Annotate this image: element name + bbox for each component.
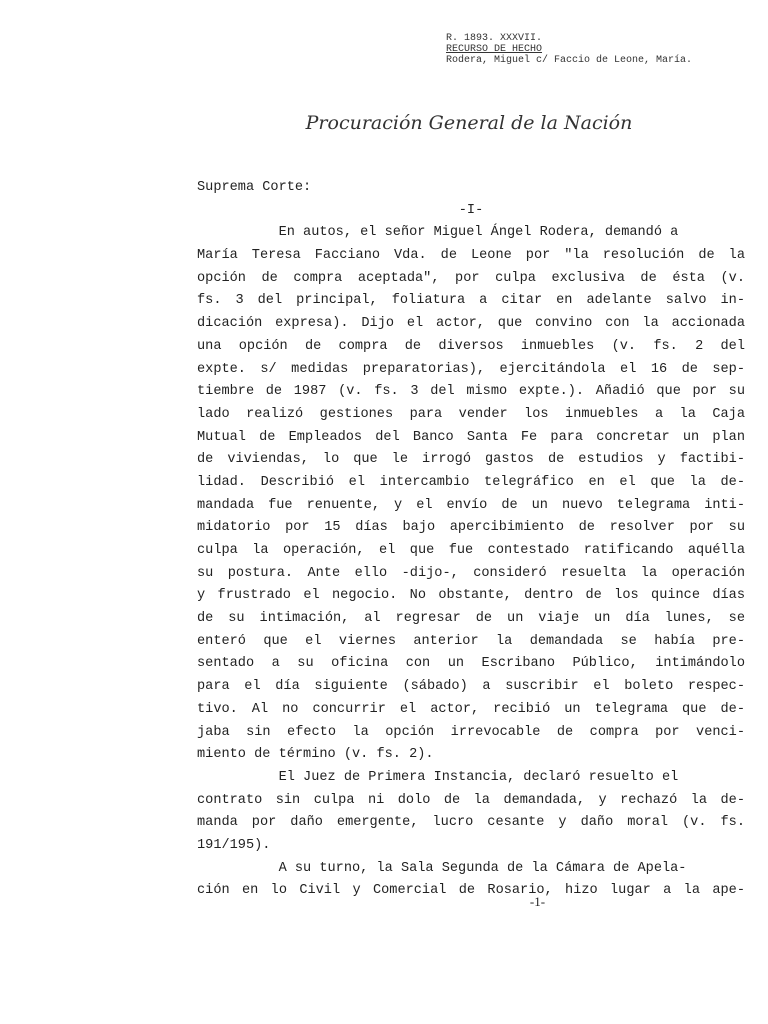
body-line: manda por daño emergente, lucro cesante y daño moral (v. fs. [197,815,745,831]
body-line: jaba sin efecto la opción irrevocable de compra por venci- [197,724,745,740]
salutation: Suprema Corte: [197,180,312,195]
body-line: En autos, el señor Miguel Ángel Rodera, demandó a [197,225,679,241]
body-line: ción en lo Civil y Comercial de Rosario, hizo lugar a la ape- [197,883,745,899]
page-number: -1- [529,894,546,909]
body-line: lado realizó gestiones para vender los inmuebles a la Caja [197,406,745,422]
document-body [197,177,745,903]
body-line: miento de término (v. fs. 2). [197,747,434,763]
body-line: Mutual de Empleados del Banco Santa Fe para concretar un plan [197,429,745,445]
body-line: contrato sin culpa ni dolo de la demandada, y rechazó la de- [197,792,745,808]
body-line: y frustrado el negocio. No obstante, dentro de los quince días [197,588,745,604]
body-line: tiembre de 1987 (v. fs. 3 del mismo expte.). Añadió que por su [197,384,745,400]
body-line: 191/195). [197,837,271,853]
section-heading: -I- [458,202,484,218]
institution-title: Procuración General de la Nación [305,112,633,134]
case-parties: Rodera, Miguel c/ Faccio de Leone, María. [446,55,693,66]
body-line: opción de compra aceptada", por culpa exclusiva de ésta (v. [197,270,745,286]
case-type: RECURSO DE HECHO [446,44,543,55]
body-line: culpa la operación, el que fue contestado ratificando aquélla [197,543,745,558]
body-line: El Juez de Primera Instancia, declaró resuelto el [197,769,679,785]
body-line: A su turno, la Sala Segunda de la Cámara de Apela- [197,860,687,876]
body-line: lidad. Describió el intercambio telegráfico en el que la de- [197,474,745,490]
body-line: tivo. Al no concurrir el actor, recibió un telegrama que de- [197,701,745,717]
body-line: mandada fue renuente, y el envío de un nuevo telegrama inti- [197,497,745,513]
body-line: expte. s/ medidas preparatorias), ejercitándola el 16 de sep- [197,361,745,377]
body-line: de viviendas, lo que le irrogó gastos de estudios y factibi- [197,452,745,468]
case-number: R. 1893. XXXVII. [446,33,543,44]
body-line: de su intimación, al regresar de un viaje un día lunes, se [197,611,745,627]
body-line: midatorio por 15 días bajo apercibimiento de resolver por su [197,520,745,536]
body-line: su postura. Ante ello -dijo-, consideró resuelta la operación [197,565,745,581]
body-line: fs. 3 del principal, foliatura a citar en adelante salvo in- [197,293,745,309]
body-line: María Teresa Facciano Vda. de Leone por "la resolución de la [197,248,745,264]
case-reference-header [446,33,692,66]
body-line: sentado a su oficina con un Escribano Público, intimándolo [197,656,745,672]
body-line: para el día siguiente (sábado) a suscribir el boleto respec- [197,679,745,695]
body-line: una opción de compra de diversos inmuebles (v. fs. 2 del [197,338,745,354]
body-line: enteró que el viernes anterior la demandada se había pre- [197,633,745,649]
body-line: dicación expresa). Dijo el actor, que convino con la accionada [197,316,745,332]
